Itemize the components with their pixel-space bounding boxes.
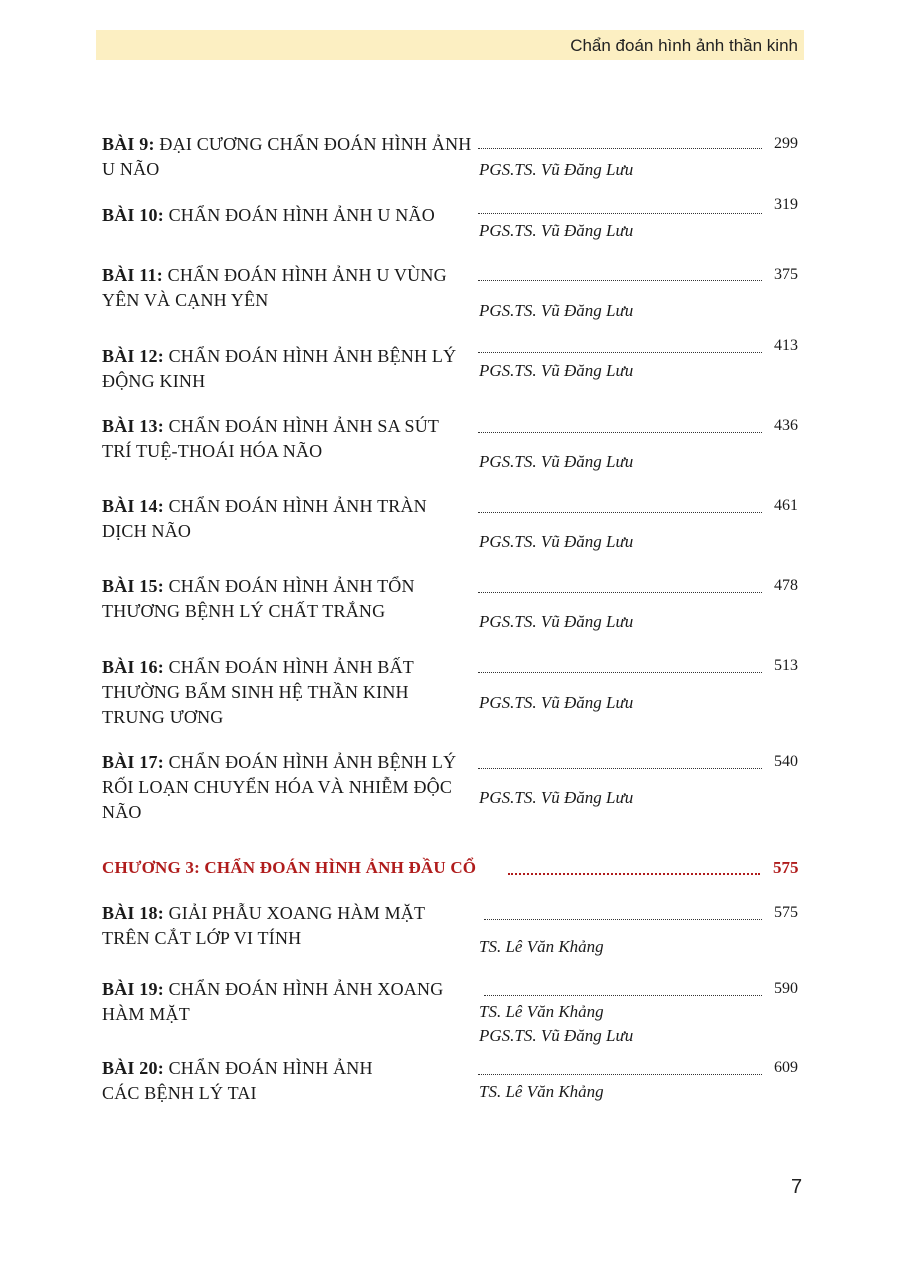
entry-label: BÀI 17:: [102, 752, 164, 772]
entry-label: BÀI 9:: [102, 134, 155, 154]
entry-title: [102, 1056, 402, 1106]
entry-author: PGS.TS. Vũ Đăng Lưu: [479, 693, 634, 712]
entry-title: [102, 901, 472, 951]
entry-title: [102, 655, 472, 730]
entry-page: 590: [774, 980, 798, 997]
entry-label: BÀI 12:: [102, 346, 164, 366]
entry-title-text: CHẨN ĐOÁN HÌNH ẢNH TRÀN DỊCH NÃO: [102, 496, 427, 541]
dot-leader: [484, 903, 762, 920]
entry-title: [102, 414, 472, 464]
entry-title-text: GIẢI PHẪU XOANG HÀM MẶT TRÊN CẮT LỚP VI TÍNH: [102, 903, 425, 948]
chapter-title: CHƯƠNG 3: CHẨN ĐOÁN HÌNH ẢNH ĐẦU CỔ: [102, 858, 477, 877]
entry-title-text: CHẨN ĐOÁN HÌNH ẢNH BỆNH LÝ ĐỘNG KINH: [102, 346, 457, 391]
entry-page: 375: [774, 266, 798, 283]
entry-title: [102, 344, 472, 394]
entry-label: BÀI 10:: [102, 205, 164, 225]
entry-title: [102, 574, 472, 624]
entry-title-text: CHẨN ĐOÁN HÌNH ẢNH BỆNH LÝ RỐI LOẠN CHUYỂN HÓA VÀ NHIỄM ĐỘC NÃO: [102, 752, 457, 822]
entry-page: 478: [774, 577, 798, 594]
entry-author: TS. Lê Văn Khảng: [479, 1082, 604, 1101]
chapter-page: 575: [773, 858, 799, 877]
entry-title-text: CHẨN ĐOÁN HÌNH ẢNH TỔN THƯƠNG BỆNH LÝ CHẤT TRẮNG: [102, 576, 415, 621]
entry-title: [102, 263, 472, 313]
entry-author: PGS.TS. Vũ Đăng Lưu: [479, 612, 634, 631]
dot-leader: [478, 264, 762, 281]
entry-author: PGS.TS. Vũ Đăng Lưu: [479, 1026, 634, 1045]
running-header-title: Chẩn đoán hình ảnh thần kinh: [570, 36, 798, 55]
entry-author: PGS.TS. Vũ Đăng Lưu: [479, 532, 634, 551]
entry-title: [102, 494, 472, 544]
entry-author: PGS.TS. Vũ Đăng Lưu: [479, 452, 634, 471]
entry-title-text: CHẨN ĐOÁN HÌNH ẢNH CÁC BỆNH LÝ TAI: [102, 1058, 373, 1103]
entry-label: BÀI 13:: [102, 416, 164, 436]
entry-page: 513: [774, 657, 798, 674]
entry-page: 436: [774, 417, 798, 434]
chapter-dot-leader: [508, 858, 760, 875]
entry-page: 575: [774, 904, 798, 921]
dot-leader: [478, 336, 762, 353]
entry-title-text: CHẨN ĐOÁN HÌNH ẢNH BẤT THƯỜNG BẨM SINH HỆ THẦN KINH TRUNG ƯƠNG: [102, 657, 414, 727]
dot-leader: [478, 132, 762, 149]
entry-author: PGS.TS. Vũ Đăng Lưu: [479, 221, 634, 240]
entry-page: 609: [774, 1059, 798, 1076]
dot-leader: [478, 576, 762, 593]
dot-leader: [478, 752, 762, 769]
entry-title-text: CHẨN ĐOÁN HÌNH ẢNH XOANG HÀM MẶT: [102, 979, 444, 1024]
page-number: 7: [791, 1176, 803, 1198]
dot-leader: [478, 1058, 762, 1075]
entry-label: BÀI 11:: [102, 265, 163, 285]
entry-title-text: ĐẠI CƯƠNG CHẨN ĐOÁN HÌNH ẢNH U NÃO: [102, 134, 472, 179]
entry-page: 540: [774, 753, 798, 770]
dot-leader: [478, 496, 762, 513]
entry-label: BÀI 20:: [102, 1058, 164, 1078]
entry-author: PGS.TS. Vũ Đăng Lưu: [479, 361, 634, 380]
entry-label: BÀI 19:: [102, 979, 164, 999]
entry-page: 299: [774, 135, 798, 152]
entry-author: TS. Lê Văn Khảng: [479, 1002, 604, 1021]
entry-author: TS. Lê Văn Khảng: [479, 937, 604, 956]
entry-title-text: CHẨN ĐOÁN HÌNH ẢNH U NÃO: [163, 205, 435, 225]
entry-title-text: CHẨN ĐOÁN HÌNH ẢNH U VÙNG YÊN VÀ CẠNH YÊN: [102, 265, 447, 310]
dot-leader: [478, 416, 762, 433]
dot-leader: [484, 979, 762, 996]
entry-label: BÀI 15:: [102, 576, 164, 596]
entry-author: PGS.TS. Vũ Đăng Lưu: [479, 301, 634, 320]
entry-page: 413: [774, 337, 798, 354]
entry-author: PGS.TS. Vũ Đăng Lưu: [479, 160, 634, 179]
entry-title: [102, 132, 474, 182]
entry-label: BÀI 16:: [102, 657, 164, 677]
entry-page: 319: [774, 196, 798, 213]
entry-title: [102, 750, 472, 825]
entry-title-text: CHẨN ĐOÁN HÌNH ẢNH SA SÚT TRÍ TUỆ-THOÁI HÓA NÃO: [102, 416, 439, 461]
dot-leader: [478, 656, 762, 673]
entry-label: BÀI 14:: [102, 496, 164, 516]
toc-chapter-3[interactable]: [0, 858, 901, 884]
entry-page: 461: [774, 497, 798, 514]
dot-leader: [478, 197, 762, 214]
entry-title: [102, 203, 472, 228]
entry-title: [102, 977, 472, 1027]
entry-label: BÀI 18:: [102, 903, 164, 923]
running-header: [96, 30, 804, 60]
entry-author: PGS.TS. Vũ Đăng Lưu: [479, 788, 634, 807]
